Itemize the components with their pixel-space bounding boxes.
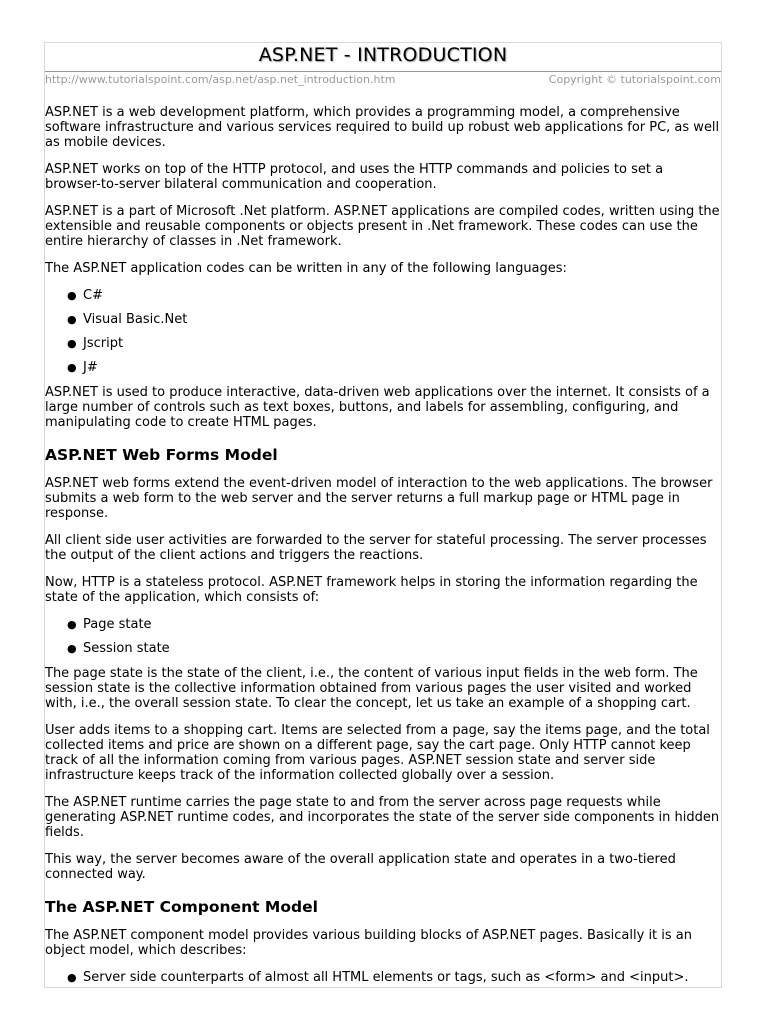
list-item xyxy=(67,360,721,375)
list-item-text: Server side counterparts of almost all HTML elements or tags, such as <form> and <input>. xyxy=(83,970,689,985)
list-item-text: Jscript xyxy=(83,336,124,351)
component-list xyxy=(45,970,721,985)
list-item-text: Page state xyxy=(83,617,152,632)
languages-list xyxy=(45,288,721,375)
paragraph: ASP.NET works on top of the HTTP protocol, and uses the HTTP commands and policies to set a browser-to-server bilateral communication and cooperation. xyxy=(45,162,664,192)
paragraph: This way, the server becomes aware of the overall application state and operates in a two-tiered connected way. xyxy=(45,852,676,882)
paragraph: The ASP.NET runtime carries the page state to and from the server across page requests while generating ASP.NET runtime codes, and incorporates the state of the server side components in hidden fields. xyxy=(45,795,720,840)
copyright-notice: Copyright © tutorialspoint.com xyxy=(548,73,721,86)
list-item xyxy=(67,641,721,656)
section-heading-component-model: The ASP.NET Component Model xyxy=(45,898,318,916)
paragraph: ASP.NET web forms extend the event-driven model of interaction to the web applications. The browser submits a web form to the web server and the server returns a full markup page or HTML page in response. xyxy=(45,476,713,521)
list-item xyxy=(67,288,721,303)
list-item xyxy=(67,336,721,351)
bullet-icon: ● xyxy=(67,618,77,631)
list-item-text: Visual Basic.Net xyxy=(83,312,188,327)
paragraph: User adds items to a shopping cart. Items are selected from a page, say the items page, and the total collected items and price are shown on a different page, say the cart page. Only HTTP cannot keep track of all the information coming from various pages. ASP.NET session state and server side infrastructure keeps track of the information collected globally over a session. xyxy=(45,723,710,783)
paragraph: ASP.NET is used to produce interactive, data-driven web applications over the internet. It consists of a large number of controls such as text boxes, buttons, and labels for assembling, configuring, and manipulating code to create HTML pages. xyxy=(45,385,710,430)
paragraph: ASP.NET is a part of Microsoft .Net platform. ASP.NET applications are compiled codes, written using the extensible and reusable components or objects present in .Net framework. These codes can use the entire hierarchy of classes in .Net framework. xyxy=(45,204,720,249)
paragraph: The page state is the state of the client, i.e., the content of various input fields in the web form. The session state is the collective information obtained from various pages the user visited and worked with, i.e., the overall session state. To clear the concept, let us take an example of a shopping cart. xyxy=(45,666,698,711)
source-url[interactable]: http://www.tutorialspoint.com/asp.net/asp.net_introduction.htm xyxy=(45,73,396,86)
document-page xyxy=(44,42,722,988)
article-body xyxy=(45,91,721,985)
list-item xyxy=(67,970,721,985)
list-item-text: J# xyxy=(83,360,98,375)
bullet-icon: ● xyxy=(67,642,77,655)
paragraph: ASP.NET is a web development platform, which provides a programming model, a comprehensive software infrastructure and various services required to build up robust web applications for PC, as well as mobile devices. xyxy=(45,105,720,150)
states-list xyxy=(45,617,721,656)
list-item-text: Session state xyxy=(83,641,170,656)
paragraph: Now, HTTP is a stateless protocol. ASP.NET framework helps in storing the information regarding the state of the application, which consists of: xyxy=(45,575,698,605)
list-item-text: C# xyxy=(83,288,103,303)
list-item xyxy=(67,617,721,632)
bullet-icon: ● xyxy=(67,313,77,326)
bullet-icon: ● xyxy=(67,971,77,984)
list-item xyxy=(67,312,721,327)
section-heading-web-forms: ASP.NET Web Forms Model xyxy=(45,446,278,464)
page-title: ASP.NET - INTRODUCTION xyxy=(258,44,508,66)
bullet-icon: ● xyxy=(67,289,77,302)
bullet-icon: ● xyxy=(67,337,77,350)
paragraph: The ASP.NET application codes can be written in any of the following languages: xyxy=(45,261,567,276)
paragraph: The ASP.NET component model provides various building blocks of ASP.NET pages. Basically it is an object model, which describes: xyxy=(45,928,693,958)
bullet-icon: ● xyxy=(67,361,77,374)
paragraph: All client side user activities are forwarded to the server for stateful processing. The server processes the output of the client actions and triggers the reactions. xyxy=(45,533,707,563)
meta-row xyxy=(45,72,721,91)
